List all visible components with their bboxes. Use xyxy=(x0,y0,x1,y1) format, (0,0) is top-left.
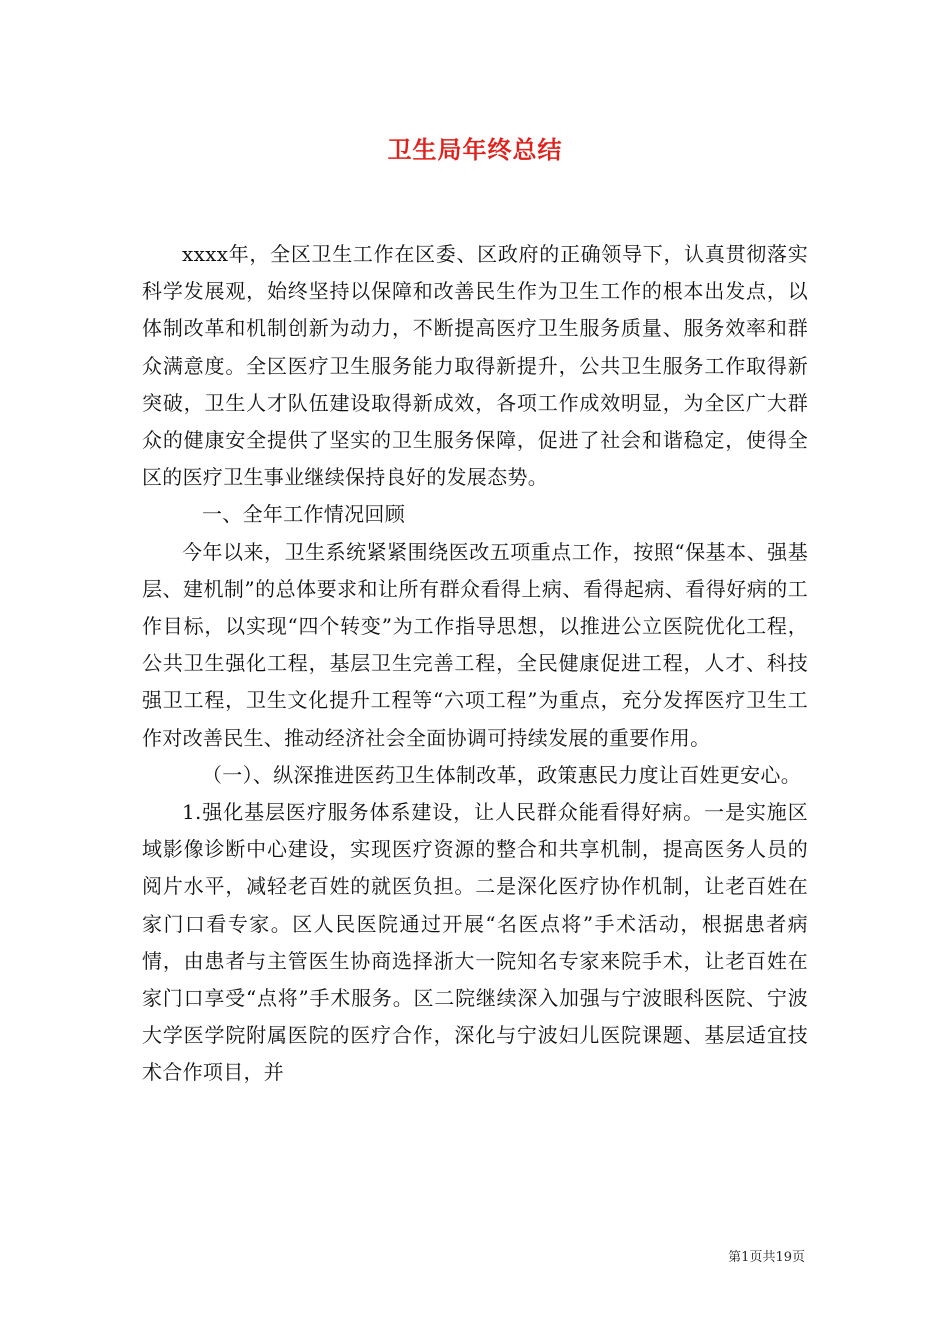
reform-paragraph: 1.强化基层医疗服务体系建设，让人民群众能看得好病。一是实施区域影像诊断中心建设，实现医疗资源的整合和共享机制，提高医务人员的阅片水平，减轻老百姓的就医负担。二是深化医疗协作机制，让老百姓在家门口看专家。区人民医院通过开展“名医点将”手术活动，根据患者病情，由患者与主管医生协商选择浙大一院知名专家来院手术，让老百姓在家门口享受“点将”手术服务。区二院继续深入加强与宁波眼科医院、宁波大学医学院附属医院的医疗合作，深化与宁波妇儿医院课题、基层适宜技术合作项目，并 xyxy=(142,800,808,1085)
document-title: 卫生局年终总结 xyxy=(387,135,563,164)
review-paragraph: 今年以来，卫生系统紧紧围绕医改五项重点工作，按照“保基本、强基层、建机制”的总体要求和让所有群众看得上病、看得起病、看得好病的工作目标，以实现“四个转变”为工作指导思想，以推进公立医院优化工程，公共卫生强化工程，基层卫生完善工程，全民健康促进工程，人才、科技强卫工程，卫生文化提升工程等“六项工程”为重点，充分发挥医疗卫生工作对改善民生、推动经济社会全面协调可持续发展的重要作用。 xyxy=(142,539,808,750)
intro-paragraph: xxxx年，全区卫生工作在区委、区政府的正确领导下，认真贯彻落实科学发展观，始终坚持以保障和改善民生作为卫生工作的根本出发点，以体制改革和机制创新为动力，不断提高医疗卫生服务质量、服务效率和群众满意度。全区医疗卫生服务能力取得新提升，公共卫生服务工作取得新突破，卫生人才队伍建设取得新成效，各项工作成效明显，为全区广大群众的健康安全提供了坚实的卫生服务保障，促进了社会和谐稳定，使得全区的医疗卫生事业继续保持良好的发展态势。 xyxy=(142,242,808,490)
section-heading-review: 一、全年工作情况回顾 xyxy=(202,502,405,527)
document-body xyxy=(142,236,808,1092)
page-number: 第1页共19页 xyxy=(728,1250,805,1265)
subsection-heading-reform: （一）、纵深推进医药卫生体制改革，政策惠民力度让百姓更安心。 xyxy=(202,762,801,787)
